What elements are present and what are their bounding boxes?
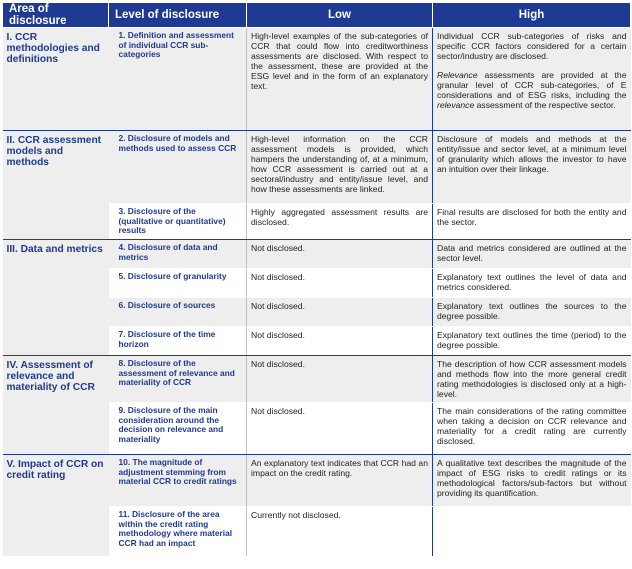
high-cell: Explanatory text outlines the time (period) to the degree possible. <box>433 327 631 356</box>
table-row <box>3 455 631 507</box>
low-cell: High-level examples of the sub-categories of CCR that could flow into creditworthiness assessments are disclosed. With respect to the assessment, these are provided at the ESG level and in the form of an explanatory text. <box>247 28 433 131</box>
high-text: Individual CCR sub-categories of risks and specific CCR factors considered for a certain sector/industry are disclosed. <box>437 31 627 61</box>
level-cell: 5. Disclosure of granularity <box>109 269 247 298</box>
low-cell: Not disclosed. <box>247 356 433 403</box>
high-text-part: assessments are provided at the granular level of CCR sub-categories, of E considerations and of ESG risks, including the <box>437 70 627 100</box>
table-row <box>3 240 631 269</box>
high-cell: Disclosure of models and methods at the entity/issue and sector level, at a minimum level of granularity which allows the investor to have an intuition over their linkage. <box>433 131 631 204</box>
header-row <box>3 3 631 28</box>
area-cell: V. Impact of CCR on credit rating <box>3 455 109 557</box>
low-cell: Not disclosed. <box>247 269 433 298</box>
high-cell: A qualitative text describes the magnitude of the impact of ESG risks to credit ratings or its methodological factors/sub-factors but without providing its quantification. <box>433 455 631 507</box>
high-text-part: assessment of the respective sector. <box>474 100 616 110</box>
level-cell: 7. Disclosure of the time horizon <box>109 327 247 356</box>
low-cell: An explanatory text indicates that CCR had an impact on the credit rating. <box>247 455 433 507</box>
high-cell: The main considerations of the rating committee when taking a decision on CCR relevance and materiality for a credit rating are currently disclosed. <box>433 403 631 455</box>
level-cell: 8. Disclosure of the assessment of relevance and materiality of CCR <box>109 356 247 403</box>
high-cell: Explanatory text outlines the sources to the degree possible. <box>433 298 631 327</box>
level-cell: 10. The magnitude of adjustment stemming from material CCR to credit ratings <box>109 455 247 507</box>
area-cell: II. CCR assessment models and methods <box>3 131 109 240</box>
high-cell: Data and metrics considered are outlined at the sector level. <box>433 240 631 269</box>
low-cell: Not disclosed. <box>247 403 433 455</box>
table-row <box>3 356 631 403</box>
table-row <box>3 28 631 131</box>
low-cell: Not disclosed. <box>247 327 433 356</box>
high-cell <box>433 28 631 131</box>
low-cell: Currently not disclosed. <box>247 507 433 557</box>
area-cell: I. CCR methodologies and definitions <box>3 28 109 131</box>
table-row <box>3 131 631 204</box>
header-high: High <box>433 3 631 28</box>
level-cell: 3. Disclosure of the (qualitative or quantitative) results <box>109 204 247 240</box>
low-cell: Not disclosed. <box>247 240 433 269</box>
low-cell: Highly aggregated assessment results are disclosed. <box>247 204 433 240</box>
level-cell: 1. Definition and assessment of individual CCR sub-categories <box>109 28 247 131</box>
header-area: Area of disclosure <box>3 3 109 28</box>
high-text-relevance <box>437 70 627 110</box>
level-cell: 9. Disclosure of the main consideration around the decision on relevance and materiality <box>109 403 247 455</box>
level-cell: 11. Disclosure of the area within the credit rating methodology where material CCR had an impact <box>109 507 247 557</box>
header-low: Low <box>247 3 433 28</box>
disclosure-table <box>2 2 631 557</box>
high-cell: Explanatory text outlines the level of data and metrics considered. <box>433 269 631 298</box>
level-cell: 4. Disclosure of data and metrics <box>109 240 247 269</box>
level-cell: 6. Disclosure of sources <box>109 298 247 327</box>
low-cell: High-level information on the CCR assessment models is provided, which hampers the understanding of, at a minimum, how CCR assessment is carried out at a sectoral/industry and entity/issue level, and how these assessments are linked. <box>247 131 433 204</box>
level-cell: 2. Disclosure of models and methods used to assess CCR <box>109 131 247 204</box>
header-level: Level of disclosure <box>109 3 247 28</box>
area-cell: IV. Assessment of relevance and materiality of CCR <box>3 356 109 455</box>
emphasis-text: relevance <box>437 100 475 110</box>
emphasis-text: Relevance <box>437 70 478 80</box>
low-cell: Not disclosed. <box>247 298 433 327</box>
high-cell <box>433 507 631 557</box>
area-cell: III. Data and metrics <box>3 240 109 356</box>
high-cell: The description of how CCR assessment models and methods flow into the more general credit rating methodologies is disclosed only at a high-level. <box>433 356 631 403</box>
high-cell: Final results are disclosed for both the entity and the sector. <box>433 204 631 240</box>
